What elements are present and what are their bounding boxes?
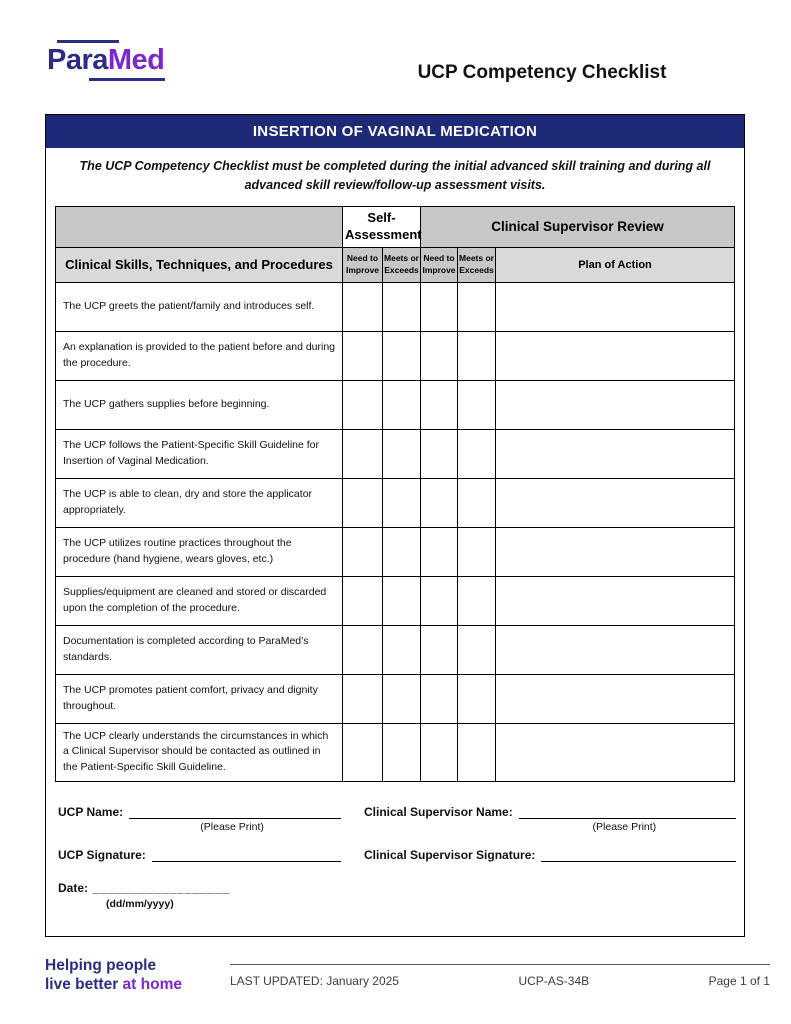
logo-part-med: Med [107,44,165,76]
supervisor-need-improve-header: Need to Improve [421,247,458,282]
ucp-name-line[interactable] [129,805,341,819]
plan-of-action-cell[interactable] [496,282,735,331]
plan-of-action-cell[interactable] [496,478,735,527]
self-meets-exceeds-cell[interactable] [383,625,421,674]
supervisor-meets-exceeds-cell[interactable] [458,380,496,429]
skill-cell: The UCP is able to clean, dry and store the applicator appropriately. [56,478,343,527]
self-meets-exceeds-header: Meets or Exceeds [383,247,421,282]
tagline-line1: Helping people [45,957,157,974]
competency-table [55,206,735,782]
document-title: UCP Competency Checklist [417,62,667,83]
supervisor-need-improve-cell[interactable] [421,282,458,331]
tagline-line2 [45,976,182,995]
supervisor-meets-exceeds-cell[interactable] [458,429,496,478]
self-need-improve-cell[interactable] [343,380,383,429]
logo-text [47,46,165,75]
tagline-live-better: live better [45,975,119,993]
self-need-improve-cell[interactable] [343,674,383,723]
ucp-signature-label: UCP Signature: [58,848,146,862]
plan-of-action-cell[interactable] [496,331,735,380]
name-row [58,805,736,835]
form-banner-title: INSERTION OF VAGINAL MEDICATION [46,115,744,148]
table-row [56,527,735,576]
ucp-signature-field [58,848,341,862]
self-need-improve-cell[interactable] [343,723,383,781]
table-sub-header-row [56,247,735,282]
supervisor-need-improve-cell[interactable] [421,429,458,478]
supervisor-need-improve-cell[interactable] [421,380,458,429]
footer-tagline [45,957,182,994]
self-need-improve-header: Need to Improve [343,247,383,282]
self-meets-exceeds-cell[interactable] [383,576,421,625]
form-instructions: The UCP Competency Checklist must be completed during the initial advanced skill training and during all advanced skill review/follow-up assessment visits. [79,159,711,192]
plan-of-action-cell[interactable] [496,625,735,674]
self-need-improve-cell[interactable] [343,527,383,576]
table-row [56,282,735,331]
please-print-caption: (Please Print) [200,821,264,833]
ucp-name-label: UCP Name: [58,805,124,819]
supervisor-meets-exceeds-cell[interactable] [458,478,496,527]
self-meets-exceeds-cell[interactable] [383,429,421,478]
self-need-improve-cell[interactable] [343,625,383,674]
skill-cell: The UCP promotes patient comfort, privacy and dignity throughout. [56,674,343,723]
skills-column-header: Clinical Skills, Techniques, and Procedures [56,247,343,282]
self-meets-exceeds-cell[interactable] [383,331,421,380]
supervisor-meets-exceeds-cell[interactable] [458,576,496,625]
skill-cell: The UCP gathers supplies before beginning. [56,380,343,429]
self-need-improve-cell[interactable] [343,282,383,331]
supervisor-meets-exceeds-cell[interactable] [458,674,496,723]
supervisor-name-field [364,805,736,835]
clinical-supervisor-review-header: Clinical Supervisor Review [421,206,735,247]
footer-meta [230,964,770,988]
date-line[interactable]: __________________ [92,881,231,895]
table-row [56,674,735,723]
self-meets-exceeds-cell[interactable] [383,674,421,723]
table-row [56,576,735,625]
skill-cell: The UCP greets the patient/family and introduces self. [56,282,343,331]
plan-of-action-cell[interactable] [496,576,735,625]
skill-cell: Documentation is completed according to ParaMed’s standards. [56,625,343,674]
supervisor-signature-label: Clinical Supervisor Signature: [364,848,536,862]
self-need-improve-cell[interactable] [343,576,383,625]
please-print-caption: (Please Print) [592,821,657,833]
plan-of-action-cell[interactable] [496,674,735,723]
plan-of-action-cell[interactable] [496,527,735,576]
self-meets-exceeds-cell[interactable] [383,282,421,331]
paramed-logo [47,40,165,81]
date-label: Date: [58,881,89,895]
last-updated-text: LAST UPDATED: January 2025 [230,974,399,988]
supervisor-need-improve-cell[interactable] [421,674,458,723]
corner-cell [56,206,343,247]
self-meets-exceeds-cell[interactable] [383,380,421,429]
signature-section [58,805,736,910]
table-row [56,478,735,527]
plan-of-action-cell[interactable] [496,723,735,781]
table-group-header-row [56,206,735,247]
self-assessment-header: Self-Assessment [343,206,421,247]
supervisor-need-improve-cell[interactable] [421,478,458,527]
supervisor-signature-field [364,848,736,862]
logo-top-rule [57,40,119,43]
skill-cell: The UCP follows the Patient-Specific Skill Guideline for Insertion of Vaginal Medication. [56,429,343,478]
table-row [56,625,735,674]
plan-of-action-header: Plan of Action [496,247,735,282]
self-need-improve-cell[interactable] [343,331,383,380]
self-need-improve-cell[interactable] [343,429,383,478]
supervisor-meets-exceeds-cell[interactable] [458,527,496,576]
tagline-at-home: at home [122,975,182,993]
skill-cell: An explanation is provided to the patient before and during the procedure. [56,331,343,380]
table-row [56,429,735,478]
skill-cell: Supplies/equipment are cleaned and stored or discarded upon the completion of the procedure. [56,576,343,625]
supervisor-need-improve-cell[interactable] [421,527,458,576]
supervisor-need-improve-cell[interactable] [421,576,458,625]
self-meets-exceeds-cell[interactable] [383,723,421,781]
self-need-improve-cell[interactable] [343,478,383,527]
page-number: Page 1 of 1 [708,974,770,988]
supervisor-need-improve-cell[interactable] [421,331,458,380]
supervisor-signature-line[interactable] [541,848,736,862]
logo-bottom-rule [89,78,165,81]
supervisor-name-label: Clinical Supervisor Name: [364,805,513,819]
checklist-form [45,114,745,937]
supervisor-meets-exceeds-cell[interactable] [458,723,496,781]
date-format-caption: (dd/mm/yyyy) [106,898,174,910]
plan-of-action-cell[interactable] [496,429,735,478]
plan-of-action-cell[interactable] [496,380,735,429]
supervisor-meets-exceeds-cell[interactable] [458,282,496,331]
supervisor-need-improve-cell[interactable] [421,625,458,674]
skill-cell: The UCP clearly understands the circumstances in which a Clinical Supervisor should be contacted as outlined in the Patient-Specific Skill Guideline. [56,723,343,781]
supervisor-name-line[interactable] [519,805,736,819]
self-meets-exceeds-cell[interactable] [383,478,421,527]
date-field [58,879,736,910]
supervisor-meets-exceeds-header: Meets or Exceeds [458,247,496,282]
skill-cell: The UCP utilizes routine practices throughout the procedure (hand hygiene, wears gloves, etc.) [56,527,343,576]
document-code: UCP-AS-34B [518,974,590,988]
table-row [56,380,735,429]
supervisor-meets-exceeds-cell[interactable] [458,625,496,674]
table-row [56,331,735,380]
skills-table-body [56,282,735,781]
supervisor-need-improve-cell[interactable] [421,723,458,781]
self-meets-exceeds-cell[interactable] [383,527,421,576]
signature-row [58,848,736,862]
table-row [56,723,735,781]
ucp-name-field [58,805,341,835]
supervisor-meets-exceeds-cell[interactable] [458,331,496,380]
ucp-signature-line[interactable] [152,848,341,862]
logo-part-para: Para [47,44,108,76]
